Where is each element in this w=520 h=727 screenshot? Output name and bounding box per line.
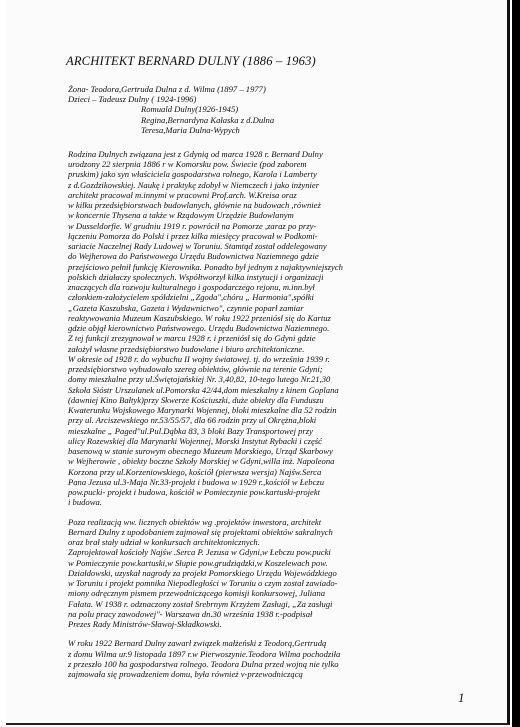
text-line: Działdowski, uzyskał nagrody za projekt Pomorskiego Urzędu Wojewódzkiego	[68, 567, 337, 578]
document-page	[6, 0, 510, 725]
text-line: basenową w stanie surowym obecnego Muzeum Morskiego, Urząd Skarbowy	[68, 446, 333, 457]
text-line: znaczących dla rozwoju kulturalnego i gospodarczego rejonu, m.inn.był	[68, 282, 315, 293]
children-label: Dzieci – Tadeusz Dulny ( 1924-1996)	[68, 94, 197, 105]
wife-line: Żona- Teodora,Gertruda Dulna z d. Wilma (1897 – 1977)	[68, 84, 266, 94]
text-line: reaktywowania Muzeum Kaszubskiego. W roku 1922 przeniósł się do Kartuz	[68, 312, 331, 323]
text-line: Fałata. W 1938 r. odznaczony został Srebrnym Krzyżem Zasługi, „Za zasługi	[68, 598, 333, 609]
text-line: w Wejherowie , obiekty boczne Szkoły Morskiej w Gdyni,willa inż. Napoleona	[68, 456, 335, 467]
text-line: Bernard Dulny z upodobaniem zajmował się projektami obiektów sakralnych	[68, 526, 333, 537]
text-line: Poza realizacją ww. licznych obiektów wg .projektów inwestora, architekt	[68, 516, 322, 527]
text-line: z domu Wilma ur.9 listopada 1897 r.w Pierwoszynie.Teodora Wilma pochodziła	[68, 648, 341, 659]
text-line: przy ul. Arciszewskiego nr.53/55/57, dla 66 rodzin przy ul Okrężna,bloki	[68, 415, 317, 426]
text-line: Korzona przy ul.Korzeniowskiego, kościół (pierwsza wersja) Najśw.Serca	[68, 466, 322, 477]
text-line: Zaprojektował kościoły Najśw .Serca P. Jezusa w Gdyni,w Łebczu pow.pucki	[68, 547, 331, 558]
text-line: (dawniej Kino Bałtyk)przy Skwerze Kościuszki, duże obiekty dla Funduszu	[68, 394, 324, 405]
page-number: 1	[458, 690, 465, 705]
text-line: członkiem-założycielem spółdzielni „Zgoda",chóru „ Harmonia",spółki	[68, 292, 314, 303]
text-line: W roku 1922 Bernard Dulny zawarł związek małżeński z Teodorą,Gertrudą	[68, 638, 327, 649]
text-line: z przeszło 100 ha gospodarstwa rolnego. Teodora Dulna przed wojną nie tylko	[68, 658, 339, 669]
text-line: w Toruniu i projekt pomnika Niepodległości w Toruniu o czym został zawiado-	[68, 578, 338, 589]
text-line: pruskim) jako syn właściciela gospodarstwa rolnego, Karola i Lamberty	[68, 169, 317, 180]
text-line: Rodzina Dulnych związana jest z Gdynią od marca 1928 r. Bernard Dulny	[68, 148, 323, 159]
text-line: w kilku przedsiębiorstwach budowlanych, głównie na budowach ,również	[68, 200, 321, 211]
text-line: na polu pracy zawodowej"- Warszawa dn.30 września 1938 r.-podpisał	[68, 608, 313, 619]
text-line: do Wejherowa do Państwowego Urzędu Budownictwa Naziemnego gdzie	[68, 251, 319, 262]
text-line: Szkoła Sióstr Urszulanek ul.Pomorska 42/44,dom mieszkalny z kinem Goplana	[68, 384, 339, 395]
text-line: polskich działaczy społecznych. Współtworzył kilka instytucji i organizacji	[68, 271, 324, 282]
paragraph	[68, 517, 474, 630]
text-line: w koncernie Thysena a także w Rządowym Urzędzie Budowlanym	[68, 210, 294, 221]
text-line: w Pomieczynie pow.kartuski,w Słupie pow.grudziądzki,w Koszelewach pow.	[68, 557, 328, 568]
text-line: „Gazeta Kaszubska, Gazeta i Wydawnictwo", czynnie poparł zamiar	[68, 302, 304, 313]
text-line: architekt pracował m.innymi w pracowni Prof.arch. W.Kreisa oraz	[68, 189, 297, 200]
text-line: gdzie objął kierownictwo Państwowego. Urzędu Budownictwa Naziemnego.	[68, 323, 330, 334]
paragraph	[68, 638, 474, 679]
text-line: pow.pucki- projekt i budowa, kościół w Pomieczynie pow.kartuski-projekt	[68, 487, 321, 498]
text-line: w Dusseldorfie. W grudniu 1919 r. powrócił na Pomorze ,zaraz po przy-	[68, 220, 317, 231]
text-line: oraz brał stały udział w konkursach architektonicznych.	[68, 537, 260, 548]
text-line: przedsiębiorstwo wybudowało szereg obiektów, głównie na terenie Gdyni;	[68, 364, 323, 375]
text-line: miony odręcznym pismem przewodniczącego komisji konkursowej, Juliana	[68, 588, 326, 599]
child-line: Regina,Bernardyna Kałaska z d.Dulna	[141, 114, 275, 125]
page-title: ARCHITEKT BERNARD DULNY (1886 – 1963)	[66, 54, 316, 68]
text-line: z d.Gozdzikowskiej. Naukę i praktykę zdobył w Niemczech i jako inżynier	[68, 179, 320, 190]
text-line: Prezes Rady Ministrów-Sławoj-Składkowski.	[68, 619, 222, 630]
text-line: Pana Jezusa ul.3-Maja Nr.33-projekt i budowa w 1929 r.,kościół w Łebczu	[68, 476, 325, 487]
text-line: założył własne przedsiębiorstwo budowlane i biuro architektoniczne.	[68, 343, 305, 354]
text-line: i budowa.	[68, 497, 102, 508]
text-line: sariacie Naczelnej Rady Ludowej w Toruniu. Stamtąd został oddelegowany	[68, 241, 327, 252]
family-list	[68, 84, 474, 135]
biography-text	[62, 149, 474, 680]
paragraph	[68, 149, 474, 508]
text-line: mieszkalne „ Paged"ul.Pul.Dąbka 83, 3 bloki Bazy Transportowej przy	[68, 425, 313, 436]
text-line: przejściowo pełnił funkcję Kierownika. Ponadto był jednym z najaktywniejszych	[68, 261, 343, 272]
text-line: łączeniu Pomorza do Polski i przez kilka miesięcy pracował w Podkomi-	[68, 230, 318, 241]
text-line: domy mieszkalne przy ul.Świętojańskiej Nr. 3,40,82, 10-tego lutego Nr.21,30	[68, 374, 331, 385]
child-line: Romuald Dulny(1926-1945)	[141, 104, 239, 115]
text-line: Kwaterunku Wojskowego Marynarki Wojennej, bloki mieszkalne dla 52 rodzin	[68, 405, 337, 416]
text-line: Z tej funkcji zrezygnował w marcu 1928 r. i przeniósł się do Gdyni gdzie	[68, 333, 316, 344]
scan-edge	[512, 0, 520, 727]
text-line: urodzony 22 sierpnia 1886 r w Komorsku pow. Świecie (pod zaborem	[68, 159, 307, 170]
child-line: Teresa,Maria Dulna-Wypych	[141, 124, 240, 135]
text-line: ulicy Rozewskiej dla Marynarki Wojennej, Morski Instytut Rybacki i część	[68, 435, 322, 446]
text-line: W okresie od 1928 r. do wybuchu II wojny światowej. tj. do września 1939 r.	[68, 353, 330, 364]
document-body	[62, 54, 474, 688]
text-line: zajmowała się prowadzeniem domu, była również v-przewodniczącą	[68, 669, 303, 680]
